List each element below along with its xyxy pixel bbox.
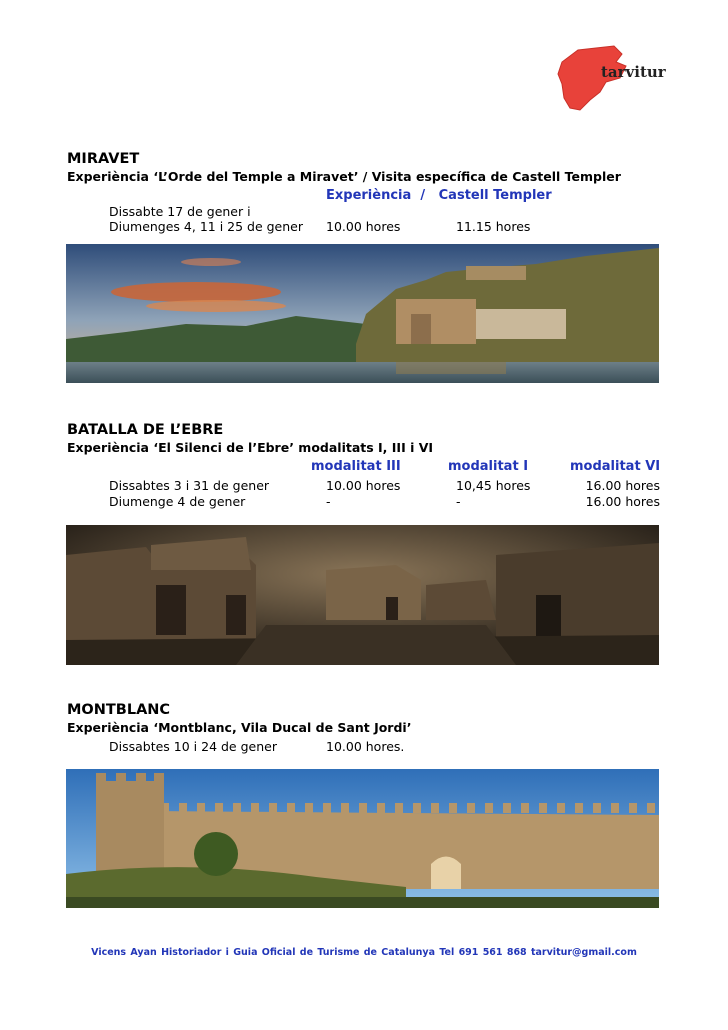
- column-header-modalitat-iii: modalitat III: [311, 459, 401, 474]
- castle-village-on-river-photo: [66, 244, 659, 383]
- experience-title: Experiència ‘Montblanc, Vila Ducal de Sant Jordi’: [67, 720, 412, 735]
- section-title-miravet: MIRAVET: [67, 151, 140, 167]
- column-header: Experiència / Castell Templer: [326, 188, 552, 203]
- footer-contact: Vicens Ayan Historiador i Guia Oficial de Turisme de Catalunya Tel 691 561 868 tarvitur@gmail.com: [91, 947, 637, 958]
- schedule-date: Dissabtes 10 i 24 de gener: [109, 739, 277, 754]
- column-header-modalitat-i: modalitat I: [448, 459, 529, 474]
- schedule-time: 10.00 hores: [326, 219, 401, 234]
- schedule-time: 10,45 hores: [456, 478, 531, 493]
- experience-title: Experiència ‘El Silenci de l’Ebre’ modalitats I, III i VI: [67, 440, 434, 455]
- schedule-date: Diumenges 4, 11 i 25 de gener: [109, 219, 304, 234]
- schedule-time: 16.00 hores: [585, 478, 660, 493]
- section-title-montblanc: MONTBLANC: [67, 702, 171, 718]
- ruined-village-photo: [66, 525, 659, 665]
- tarvitur-logo: [556, 44, 668, 112]
- schedule-time: 10.00 hores: [326, 478, 401, 493]
- schedule-time: -: [326, 494, 331, 509]
- schedule-time: 11.15 hores: [456, 219, 531, 234]
- schedule-time: -: [456, 494, 461, 509]
- schedule-time: 10.00 hores.: [326, 739, 405, 754]
- column-header-modalitat-vi: modalitat VI: [570, 459, 661, 474]
- schedule-time: 16.00 hores: [585, 494, 660, 509]
- experience-title: Experiència ‘L’Orde del Temple a Miravet’ / Visita específica de Castell Templer: [67, 169, 621, 184]
- schedule-date: Diumenge 4 de gener: [109, 494, 246, 509]
- schedule-date: Dissabte 17 de gener i: [109, 204, 251, 219]
- schedule-date: Dissabtes 3 i 31 de gener: [109, 478, 270, 493]
- section-title-batalla-ebre: BATALLA DE L’EBRE: [67, 422, 224, 438]
- logo-text: tarvitur: [601, 63, 666, 81]
- medieval-wall-photo: [66, 769, 659, 908]
